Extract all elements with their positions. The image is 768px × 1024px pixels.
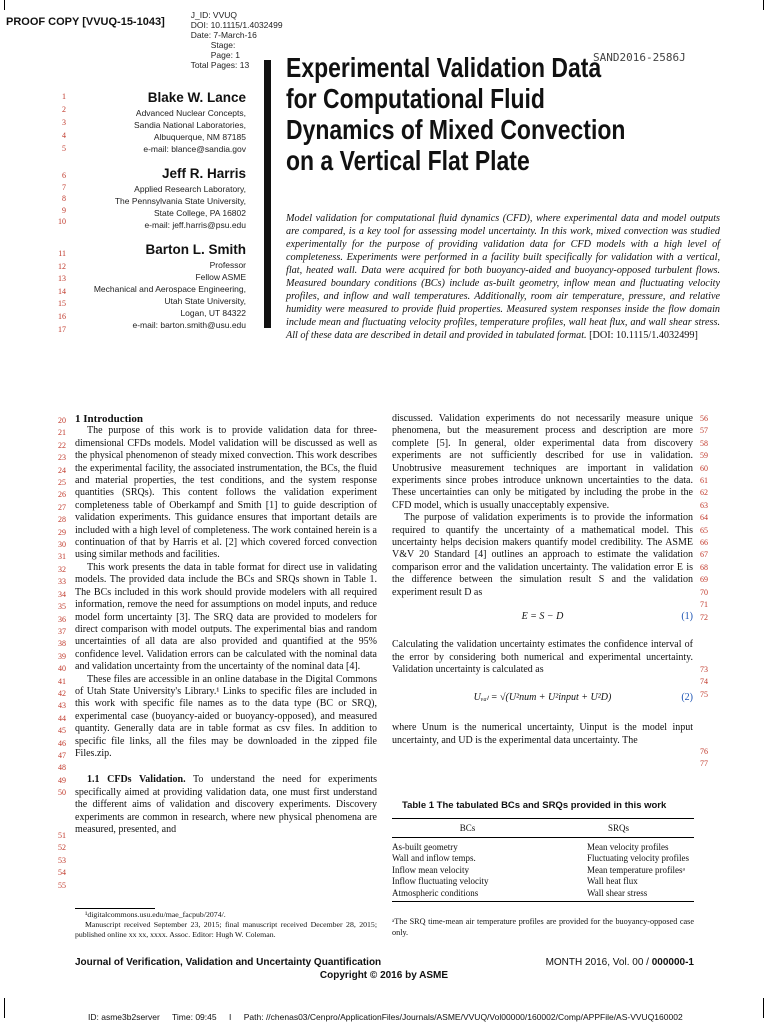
copyright: Copyright © 2016 by ASME [319,970,449,981]
paragraph: The purpose of validation experiments is to provide the information required to quantify the uncertainty of a mathematical model. This uncertainty helps decision makers quantify model credibility. The ASME V&V 20 Standard [4] outlines an approach to estimate the validation comparison error and the validation uncertainty. The validation error E is the difference between the simulation result S and the validation experiment result D as [392,512,693,598]
crop-mark [4,0,5,10]
job-id: J_ID: VVUQ [190,10,238,20]
bottom-metadata-bar: ID: asme3b2server Time: 09:45 I Path: //chenas03/Cenpro/ApplicationFiles/Journals/ASME/VVUQ/Vol00000/160002/Comp/APPFile/AS-VVUQ160002 [88,1012,683,1022]
article-page-number: 000000-1 [651,957,694,968]
equation-2: Uᵥₐₗ = √(U²num + U²input + U²D) (2) [473,692,693,704]
equation-1: E = S − D (1) [521,611,693,623]
right-line-numbers: 76 77 [700,747,708,769]
footnote[interactable]: ¹digitalcommons.usu.edu/mae_facpub/2074/. [85,910,226,919]
crop-mark [763,0,764,10]
abstract-text: Model validation for computational fluid dynamics (CFD), where experimental data and model outputs are compared, is a key tool for assessing model uncertainty. In this work, mixed convection was studied experimentally for the purpose of providing validation data for CFD models with a high level of completeness. Experiments were performed in a facility built specifically for validation with a vertical, flat, heated wall. Data were acquired for both buoyancy-aided and buoyancy-opposed turbulent flows. Measured boundary conditions (BCs) include as-built geometry, inflow mean and fluctuating velocity profiles, and inflow and wall temperatures. Additionally, room air temperature, pressure, and relative humidity were measured to provide fluid properties. Measured system responses inside the flow domain include mean and fluctuating velocity profiles, temperature profiles, wall heat flux, and wall shear stress. All of these data are described in detail and provided in tabulated format. [286,213,720,341]
table-row: Wall and inflow temps. Fluctuating velocity profiles [392,853,689,864]
author-name: Barton L. Smith [145,242,246,257]
crop-mark [4,998,5,1018]
table-note: ᵃThe SRQ time-mean air temperature profiles are provided for the buoyancy-opposed case only. [392,917,694,937]
date: Date: 7-March-16 [190,30,257,40]
paper-title: Experimental Validation Data for Computational Fluid Dynamics of Mixed Convection on a Vertical Flat Plate [286,52,626,176]
paragraph: 1.1 CFDs Validation. To understand the need for experiments specifically aimed at providing validation data, one must first understand the different aims of validation and discovery experiments. Discovery experiments are common in research, where new physical phenomena are measured, presented, and [75,774,377,835]
left-column [75,413,377,836]
abstract-doi[interactable]: [DOI: 10.1115/1.4032499] [589,330,698,341]
author-email[interactable]: e-mail: blance@sandia.gov [143,144,246,154]
paragraph: discussed. Validation experiments do not necessarily measure unique phenomena, but the measurement process and description are more complete [5]. In general, older experimental data from discovery experiments are not sufficiently described for use in validation. Unobtrusive measurement techniques are important in validation experiments since probes introduce unknown uncertainties to the data. These uncertainties can only be mitigated by including the probe in the CFD model, which is usually unacceptably expensive. [392,413,693,511]
author-line-numbers: 6 7 8 9 10 [58,171,66,226]
proof-metadata-bar [186,0,297,70]
left-line-numbers: 20 21 22 23 24 25 26 27 28 29 30 31 32 33 34 35 36 37 38 39 40 41 42 43 44 45 46 47 48 49 50 [58,416,66,798]
author-email[interactable]: e-mail: jeff.harris@psu.edu [144,220,246,230]
author-line-numbers: 1 2 3 4 5 [62,92,66,153]
author-name: Jeff R. Harris [161,166,246,181]
table-row: Inflow mean velocity Mean temperature profilesᵃ [392,864,685,875]
table-caption: Table 1 The tabulated BCs and SRQs provided in this work [402,800,667,811]
right-line-numbers: 73 74 75 [700,665,708,699]
table-row: As-built geometry Mean velocity profiles [392,842,669,852]
footnotes [75,910,377,940]
author-name: Blake W. Lance [147,90,246,105]
paragraph: Calculating the validation uncertainty estimates the confidence interval of the error by considering both numerical and experimental uncertainty. Validation uncertainty is calculated as [392,639,693,675]
crop-mark [763,998,764,1018]
section-heading: 1 Introduction [75,413,143,425]
author-block: Barton L. Smith Professor Fellow ASME Mechanical and Aerospace Engineering, Utah State University, Logan, UT 84322 e-mail: barton.smith@usu.edu [36,242,246,331]
paragraph: The purpose of this work is to provide validation data for three-dimensional CFDs models. Model validation will be discussed as well as the physical phenomenon of steady mixed convection. This work describes the experimental facility, the associated instrumentation, the BCs, the fluid and material properties, the test conditions, and the system response quantities (SRQs). This content follows the validation experiment completeness table of Oberkampf and Smith [1] to guide description of validation experiments. This guidance ensures that important details are included with a high level of completeness. The work contained herein is a continuation of that by Harris et al. [2] which covered forced convection using similar methods and facilities. [75,425,377,561]
author-block: Jeff R. Harris Applied Research Laboratory, The Pennsylvania State University, State College, PA 16802 e-mail: jeff.harris@psu.edu [36,166,246,231]
paragraph: This work presents the data in table format for direct use in validating models. The provided data include the BCs and SRQs shown in Table 1. The BCs included in this work should provide modelers with all required information, remove the need for assumptions on model inputs, and reduce model form uncertainty [3]. The SRQ data are provided to modelers for direct comparison with model outputs. The experimental bias and random uncertainties of all data are also provided and quantified at the 95% confidence level. Validation errors can be calculated with the nominal data and validation uncertainty from the uncertainty of the nominal data [4]. [75,561,377,673]
doi: DOI: 10.1115/1.4032499 [190,20,283,30]
sand-number: SAND2016-2586J [593,51,686,64]
equation-number: (2) [681,692,693,704]
footnote-rule [75,908,155,909]
equation-number: (1) [681,611,693,623]
author-email[interactable]: e-mail: barton.smith@usu.edu [132,320,246,330]
author-block: Blake W. Lance Advanced Nuclear Concepts, Sandia National Laboratories, Albuquerque, NM 87185 e-mail: blance@sandia.gov [36,90,246,155]
proof-copy-label: PROOF COPY [VVUQ-15-1043] [6,16,165,28]
column-header: SRQs [543,819,694,838]
title-bar-decoration [264,60,271,328]
abstract [286,212,720,342]
data-table [392,818,694,902]
paragraph: These files are accessible in an online database in the Digital Commons of Utah State University's Library.¹ Links to specific files are included in this work with specific file names as to the data type (BC or SRQ), experimental case (buoyancy-aided or buoyancy-opposed), and measured quantity. Generally data are in table format as csv files. In addition to specific file links, all the files may be downloaded in the zipped file Files.zip. [75,673,377,759]
left-line-numbers: 51 52 53 54 55 [58,831,66,890]
stage: Stage: [210,40,236,50]
right-column [392,413,693,747]
column-header: BCs [392,819,543,838]
issue-info: MONTH 2016, Vol. 00 / 000000-1 [545,957,694,968]
author-line-numbers: 11 12 13 14 15 16 17 [58,249,66,334]
footnote: Manuscript received September 23, 2015; final manuscript received December 28, 2015; published online xx xx, xxxx. Assoc. Editor: Hugh W. Coleman. [75,920,377,939]
table-row: Atmospheric conditions Wall shear stress [392,888,694,902]
journal-name: Journal of Verification, Validation and Uncertainty Quantification [75,957,382,968]
paragraph: where Unum is the numerical uncertainty, Uinput is the model input uncertainty, and UD is the experimental data uncertainty. The [392,722,693,746]
page-number: Page: 1 [210,50,241,60]
subsection-heading: 1.1 CFDs Validation. [87,774,186,786]
right-line-numbers: 56 57 58 59 60 61 62 63 64 65 66 67 68 69 70 71 72 [700,414,708,622]
total-pages: Total Pages: 13 [190,60,250,70]
table-row: Inflow fluctuating velocity Wall heat flux [392,876,638,887]
